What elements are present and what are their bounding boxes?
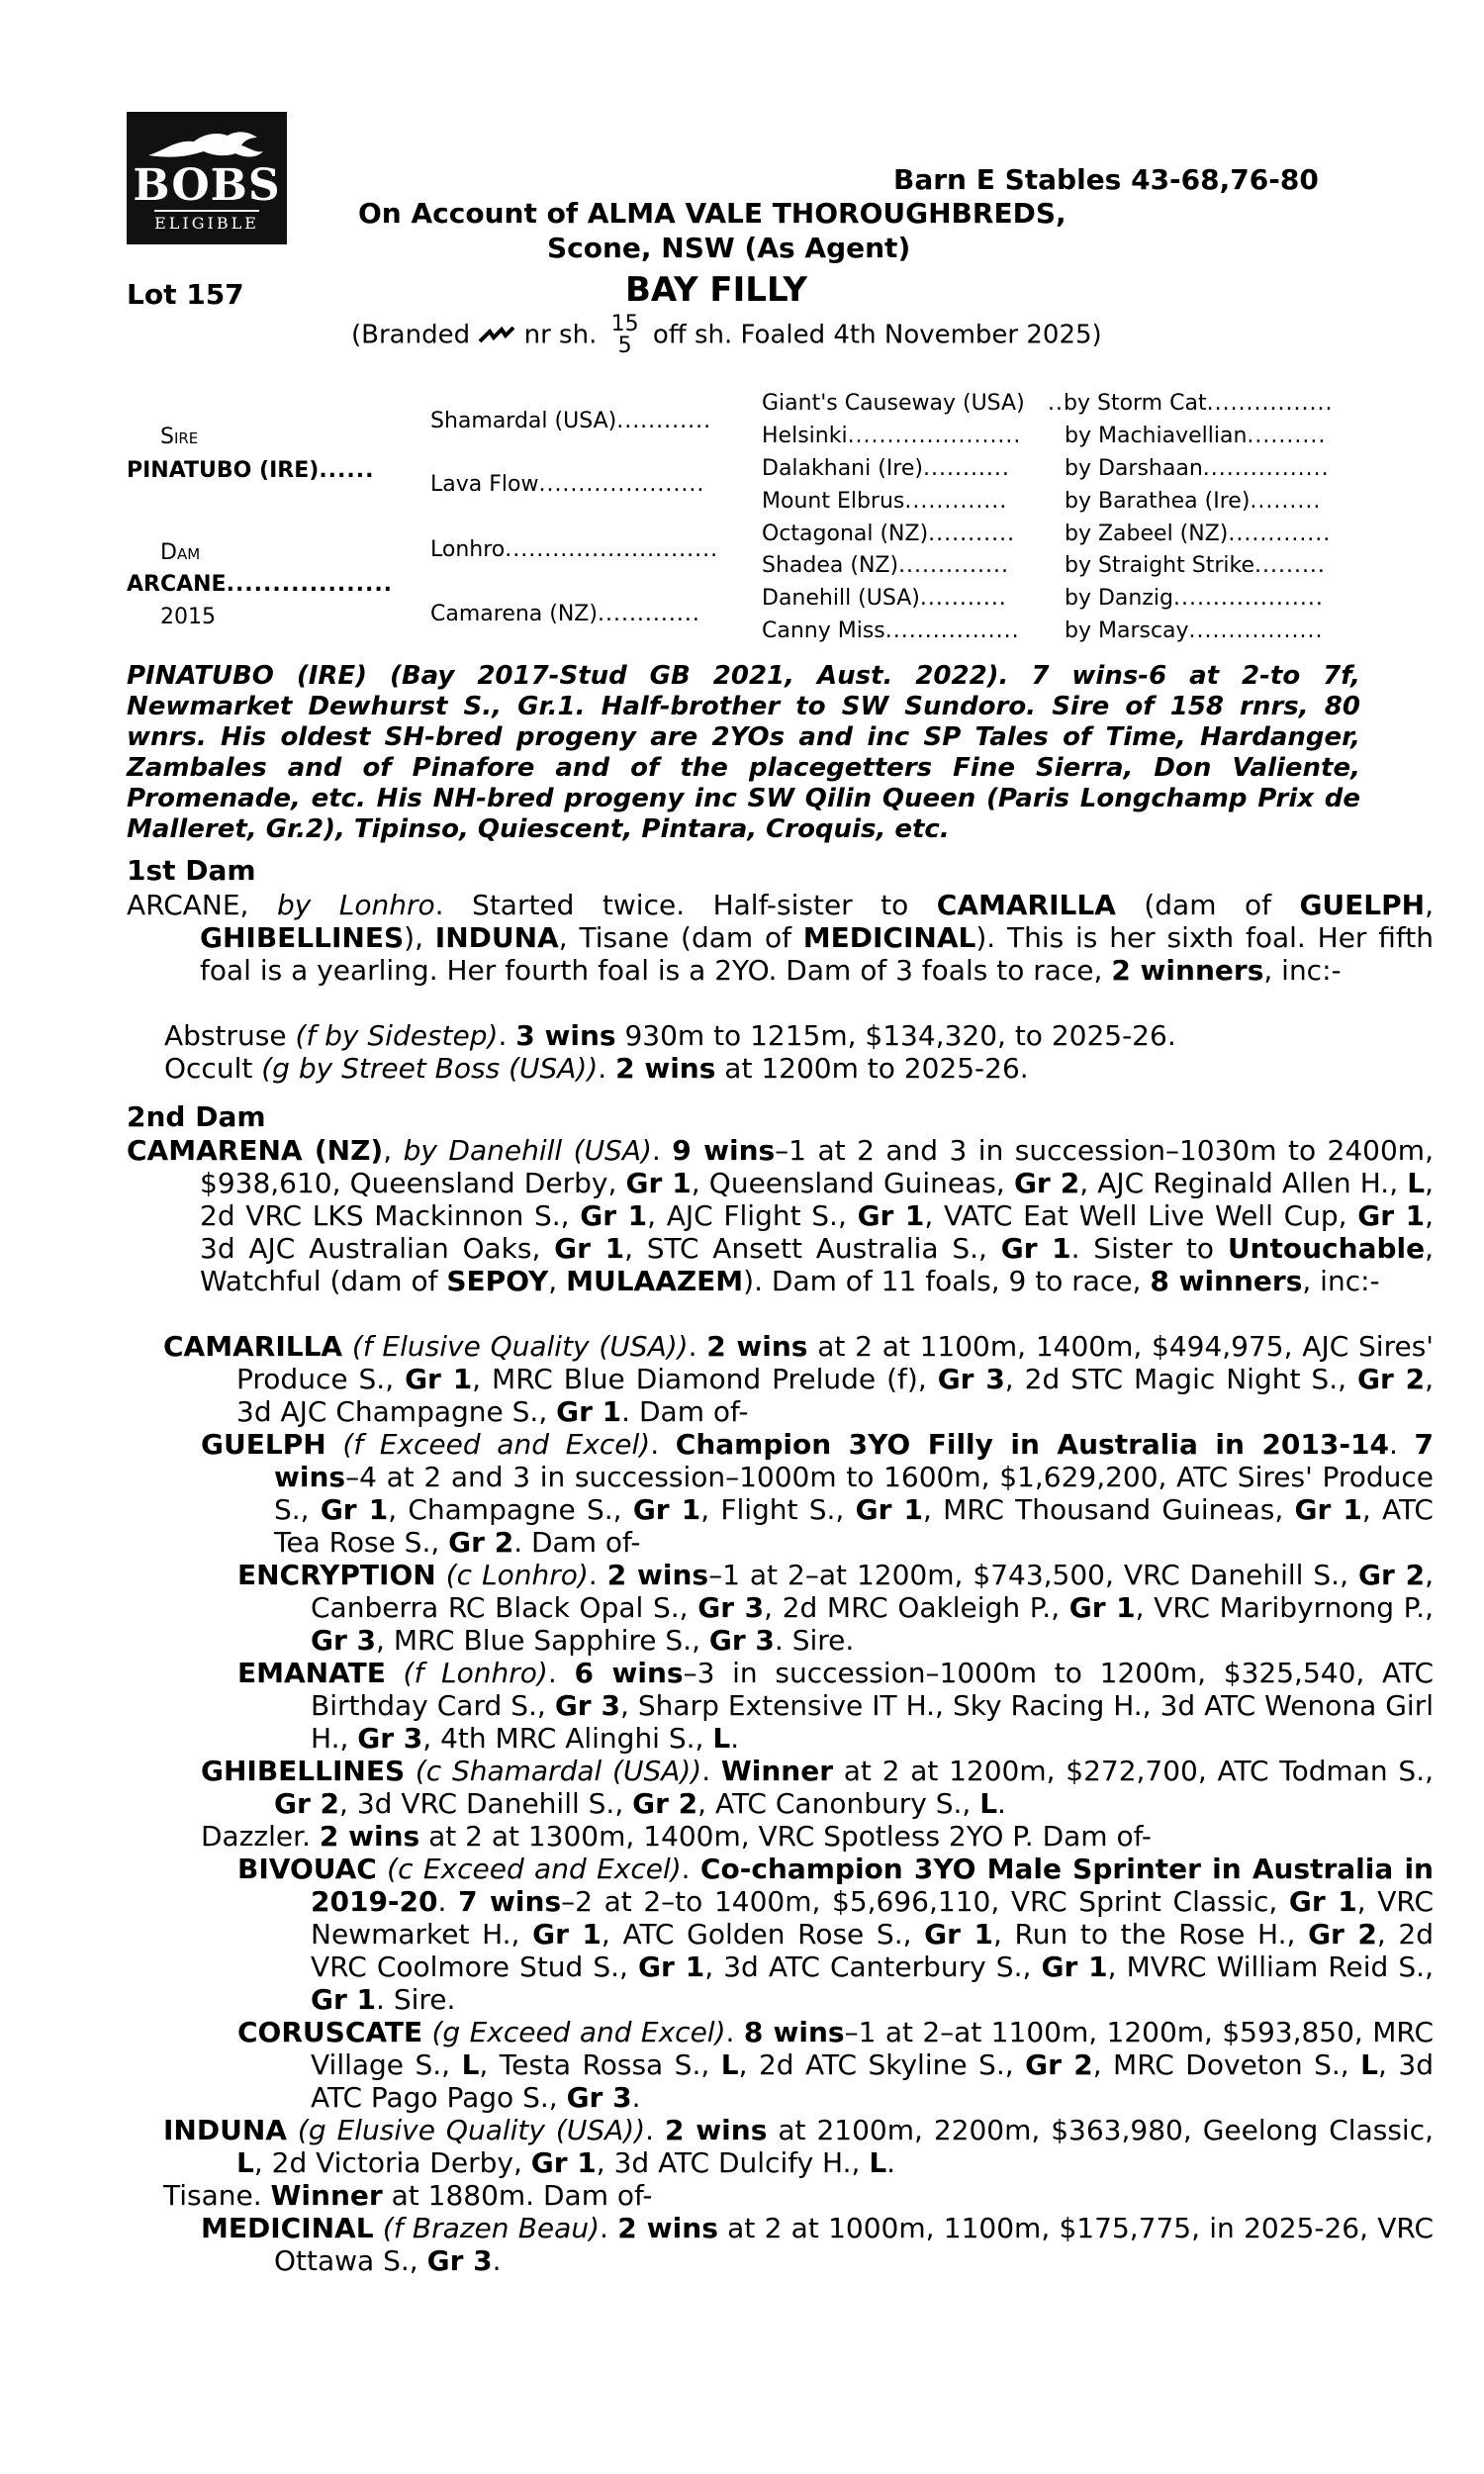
brand-number-top: 15 xyxy=(610,312,639,336)
t: L xyxy=(869,2146,887,2179)
great-grandparent-2-text: Helsinki xyxy=(762,424,848,448)
first-dam-heading: 1st Dam xyxy=(127,854,256,887)
t: , ATC Tea Rose S., xyxy=(274,1493,1434,1559)
great-grandparent-5-text: Octagonal (NZ) xyxy=(762,522,929,546)
t: 3 wins xyxy=(515,1019,616,1052)
t: 930m to 1215m, $134,320, to 2025-26. xyxy=(615,1019,1176,1052)
t: , 2d VRC Coolmore Stud S., xyxy=(311,1918,1434,1983)
t: at 2 at 1000m, 1100m, $175,775, in 2025-26, VRC Ottawa S., xyxy=(274,2212,1435,2277)
t: (c Exceed and Excel) xyxy=(376,1853,682,1885)
t: Gr 1 xyxy=(554,1232,625,1265)
great-grandparent-8: Canny Miss................. xyxy=(762,618,1020,643)
t: –4 at 2 and 3 in succession–1000m to 1600m, $1,629,200, ATC Sires' Produce S., xyxy=(274,1461,1434,1526)
t: Gr 2 xyxy=(1025,2048,1093,2081)
bobs-eligible-logo xyxy=(127,112,287,244)
t: –1 at 2 and 3 in succession–1030m to 2400m, $938,610, Queensland Derby, xyxy=(200,1134,1434,1199)
brand-suffix: off sh. Foaled 4th November 2025) xyxy=(652,320,1102,350)
t: Champion 3YO Filly in Australia in 2013-14 xyxy=(675,1428,1389,1461)
t: Gr 1 xyxy=(405,1363,473,1395)
t: , MRC Blue Sapphire S., xyxy=(376,1624,709,1657)
t: CAMARILLA xyxy=(163,1330,343,1363)
t: Gr 1 xyxy=(580,1199,648,1232)
by-line-7: by Danzig................... xyxy=(1065,586,1324,611)
great-grandparent-6: Shadea (NZ).............. xyxy=(762,553,1009,578)
t: . xyxy=(730,1722,740,1755)
t: 7 wins xyxy=(458,1885,562,1918)
t: (dam of xyxy=(1115,889,1300,921)
progeny-guelph xyxy=(201,1428,1434,1559)
t: , 3d AJC Australian Oaks, xyxy=(200,1199,1435,1265)
t: Gr 1 xyxy=(1294,1493,1362,1526)
grandsire-3-text: Lonhro xyxy=(430,537,506,562)
t: , inc:- xyxy=(1302,1265,1380,1297)
t: Gr 1 xyxy=(1041,1951,1108,1983)
t: Dazzler. xyxy=(201,1820,320,1853)
t: , 3d AJC Champagne S., xyxy=(236,1363,1434,1428)
by-line-2-text: by Machiavellian xyxy=(1065,424,1248,448)
t: , MRC Blue Diamond Prelude (f), xyxy=(472,1363,938,1395)
by-line-5-text: by Zabeel (NZ) xyxy=(1065,522,1229,546)
t: 2 wins xyxy=(615,1052,716,1085)
sire-notes: PINATUBO (IRE) (Bay 2017-Stud GB 2021, Aust. 2022). 7 wins-6 at 2-to 7f, Newmarket Dewhurst S., Gr.1. Half-brother to SW Sundoro. Sire of 158 rnrs, 80 wnrs. His oldest SH-bred progeny are 2YOs and inc SP Tales of Time, Hardanger, Zambales and of Pinafore and of the placegetters Fine Sierra, Don Valiente, Promenade, etc. His NH-bred progeny inc SW Qilin Queen (Paris Longchamp Prix de Malleret, Gr.2), Tipinso, Quiescent, Pintara, Croquis, etc. xyxy=(127,661,1360,844)
second-dam-heading: 2nd Dam xyxy=(127,1100,266,1133)
sire-name: PINATUBO (IRE)...... xyxy=(127,458,375,483)
t: , 3d ATC Dulcify H., xyxy=(596,2146,870,2179)
grandsire-1: Shamardal (USA)............ xyxy=(430,409,712,433)
by-line-2: by Machiavellian.......... xyxy=(1065,424,1327,448)
t: Gr 2 xyxy=(1357,1559,1426,1591)
t: . xyxy=(651,1134,673,1167)
t: . xyxy=(631,2081,641,2114)
t: Gr 1 xyxy=(638,1951,705,1983)
t: (g Elusive Quality (USA)) xyxy=(286,2114,646,2146)
t: BIVOUAC xyxy=(237,1853,377,1885)
great-grandparent-2: Helsinki...................... xyxy=(762,424,1022,448)
t: Gr 2 xyxy=(274,1787,340,1820)
lot-number: Lot 157 xyxy=(127,278,244,311)
t: , Run to the Rose H., xyxy=(992,1918,1309,1951)
t: 7 wins xyxy=(274,1428,1434,1493)
t: Gr 1 xyxy=(1357,1199,1426,1232)
t: MEDICINAL xyxy=(201,2212,374,2244)
t: Gr 1 xyxy=(625,1167,692,1199)
t: Gr 3 xyxy=(554,1689,620,1722)
t: Gr 3 xyxy=(937,1363,1005,1395)
great-grandparent-4: Mount Elbrus............. xyxy=(762,489,1008,514)
t: , MRC Doveton S., xyxy=(1092,2048,1361,2081)
t: INDUNA xyxy=(434,921,559,954)
t: , Canberra RC Black Opal S., xyxy=(311,1559,1435,1624)
t: CAMARILLA xyxy=(936,889,1116,921)
sire-label: Sire xyxy=(160,425,199,449)
great-grandparent-7-text: Danehill (USA) xyxy=(762,586,920,611)
t: 2 wins xyxy=(665,2114,768,2146)
t: , 2d MRC Oakleigh P., xyxy=(764,1591,1069,1624)
t: , inc:- xyxy=(1263,954,1342,987)
t: , Queensland Guineas, xyxy=(691,1167,1014,1199)
logo-text: BOBS xyxy=(133,160,281,211)
by-line-3-text: by Darshaan xyxy=(1065,456,1203,481)
t: SEPOY xyxy=(446,1265,549,1297)
t: ARCANE, xyxy=(127,889,277,921)
t: ), xyxy=(404,921,435,954)
brand-mark-icon xyxy=(478,326,515,345)
by-line-8: by Marscay................. xyxy=(1065,618,1324,643)
t: INDUNA xyxy=(163,2114,287,2146)
t: . xyxy=(498,1019,516,1052)
t: MEDICINAL xyxy=(802,921,976,954)
t: L xyxy=(461,2048,480,2081)
t: . Started twice. Half-sister to xyxy=(434,889,937,921)
t: by Lonhro xyxy=(276,889,435,921)
t: Gr 3 xyxy=(311,1624,377,1657)
dam-name-text: ARCANE xyxy=(127,572,227,597)
t: 2 wins xyxy=(606,1559,709,1591)
by-line-5: by Zabeel (NZ)............. xyxy=(1065,522,1332,546)
t: ENCRYPTION xyxy=(237,1559,436,1591)
t: 2 wins xyxy=(617,2212,718,2244)
t: . xyxy=(1388,1428,1415,1461)
t: Gr 1 xyxy=(532,1918,602,1951)
t: L xyxy=(1360,2048,1379,2081)
t: Co-champion 3YO Male Sprinter in Australia in 2019-20 xyxy=(311,1853,1434,1918)
t: Gr 1 xyxy=(1068,1591,1136,1624)
second-dam-entry xyxy=(127,1134,1434,1297)
t: . Sister to xyxy=(1070,1232,1228,1265)
t: GHIBELLINES xyxy=(200,921,405,954)
sire-name-text: PINATUBO (IRE) xyxy=(127,458,320,483)
t: CAMARENA (NZ) xyxy=(127,1134,384,1167)
progeny-induna xyxy=(163,2114,1434,2179)
t: L xyxy=(979,1787,998,1820)
progeny-occult xyxy=(127,1052,1398,1085)
t: 9 wins xyxy=(672,1134,776,1167)
t: at 1200m to 2025-26. xyxy=(715,1052,1029,1085)
progeny-medicinal xyxy=(201,2212,1434,2277)
t: Gr 1 xyxy=(530,2146,597,2179)
t: Untouchable xyxy=(1227,1232,1426,1265)
t: (f by Sidestep) xyxy=(295,1019,499,1052)
t: , Tisane (dam of xyxy=(558,921,803,954)
t: . xyxy=(701,1755,721,1787)
great-grandparent-3-text: Dalakhani (Ire) xyxy=(762,456,923,481)
great-grandparent-3: Dalakhani (Ire)........... xyxy=(762,456,1010,481)
vendor-account: On Account of ALMA VALE THOROUGHBREDS, xyxy=(358,197,1067,230)
t: , AJC Flight S., xyxy=(647,1199,858,1232)
t: CORUSCATE xyxy=(237,2016,423,2048)
t: at 1880m. Dam of- xyxy=(382,2179,653,2212)
t: Occult xyxy=(164,1052,262,1085)
t: Gr 3 xyxy=(697,1591,765,1624)
t: 8 winners xyxy=(1150,1265,1303,1297)
t: . Dam of- xyxy=(513,1526,641,1559)
progeny-ghibellines xyxy=(201,1755,1434,1820)
brand-number xyxy=(611,314,639,357)
first-dam-entry xyxy=(127,889,1434,987)
t: . xyxy=(997,1787,1006,1820)
grandsire-1-text: Shamardal (USA) xyxy=(430,409,617,433)
t: . xyxy=(492,2244,502,2277)
great-grandparent-8-text: Canny Miss xyxy=(762,618,885,643)
t: , Flight S., xyxy=(700,1493,856,1526)
t: , 3d ATC Canterbury S., xyxy=(704,1951,1042,1983)
t: , ATC Golden Rose S., xyxy=(601,1918,925,1951)
t: Winner xyxy=(720,1755,834,1787)
t: Gr 2 xyxy=(1308,1918,1377,1951)
progeny-bivouac xyxy=(237,1853,1434,2016)
t: , MVRC William Reid S., xyxy=(1107,1951,1434,1983)
progeny-camarilla xyxy=(163,1330,1434,1428)
t: Gr 2 xyxy=(632,1787,698,1820)
t: (f Elusive Quality (USA)) xyxy=(342,1330,689,1363)
t: , 2d Victoria Derby, xyxy=(253,2146,531,2179)
t: . Sire. xyxy=(376,1983,456,2016)
t: Gr 3 xyxy=(708,1624,775,1657)
t: Gr 1 xyxy=(1288,1885,1357,1918)
by-line-1: ..by Storm Cat................ xyxy=(1048,391,1334,416)
t: 8 wins xyxy=(743,2016,845,2048)
t: . xyxy=(645,2114,665,2146)
t: , Watchful (dam of xyxy=(200,1232,1434,1297)
t: Abstruse xyxy=(164,1019,296,1052)
by-line-6-text: by Straight Strike xyxy=(1065,553,1254,578)
progeny-abstruse xyxy=(127,1019,1398,1052)
lot-title: BAY FILLY xyxy=(625,270,807,310)
t: . xyxy=(547,1657,575,1689)
t: , xyxy=(548,1265,567,1297)
grandsire-4: Camarena (NZ)............. xyxy=(430,602,700,626)
t: 2 winners xyxy=(1111,954,1264,987)
t: (c Shamardal (USA)) xyxy=(405,1755,702,1787)
stables-location: Barn E Stables 43-68,76-80 xyxy=(893,163,1319,196)
t: . xyxy=(725,2016,744,2048)
t: , 3d ATC Pago Pago S., xyxy=(311,2048,1434,2114)
t: L xyxy=(720,2048,739,2081)
great-grandparent-1: Giant's Causeway (USA) xyxy=(762,391,1025,416)
t: , 2d ATC Skyline S., xyxy=(738,2048,1026,2081)
t: Gr 1 xyxy=(857,1199,925,1232)
t: , 2d VRC LKS Mackinnon S., xyxy=(200,1167,1434,1232)
brand-near-side: nr sh. xyxy=(523,320,598,350)
t: Gr 1 xyxy=(632,1493,701,1526)
t: ). Dam of 11 foals, 9 to race, xyxy=(743,1265,1151,1297)
t: . Dam of- xyxy=(621,1395,749,1428)
t: Gr 2 xyxy=(1013,1167,1080,1199)
by-line-4-text: by Barathea (Ire) xyxy=(1065,489,1251,514)
by-line-6: by Straight Strike......... xyxy=(1065,553,1326,578)
t: Gr 3 xyxy=(357,1722,423,1755)
t: , VRC Newmarket H., xyxy=(311,1885,1435,1951)
t: . xyxy=(588,1559,607,1591)
t: , Testa Rossa S., xyxy=(479,2048,721,2081)
t: by Danehill (USA) xyxy=(403,1134,652,1167)
dam-name: ARCANE.................. xyxy=(127,572,394,597)
t: , Sharp Extensive IT H., Sky Racing H., 3d ATC Wenona Girl H., xyxy=(311,1689,1435,1755)
t: Gr 2 xyxy=(1356,1363,1426,1395)
t: at 2 at 1300m, 1400m, VRC Spotless 2YO P. Dam of- xyxy=(419,1820,1153,1853)
great-grandparent-4-text: Mount Elbrus xyxy=(762,489,905,514)
t: . xyxy=(688,1330,707,1363)
grandsire-2-text: Lava Flow xyxy=(430,472,539,497)
t: , STC Ansett Australia S., xyxy=(624,1232,1001,1265)
t: L xyxy=(1407,1167,1426,1199)
dam-label: Dam xyxy=(160,540,201,565)
t: Gr 3 xyxy=(426,2244,493,2277)
t: at 2 at 1100m, 1400m, $494,975, AJC Sires' Produce S., xyxy=(236,1330,1434,1395)
t: , xyxy=(383,1134,404,1167)
t: 6 wins xyxy=(574,1657,684,1689)
t: –1 at 2–at 1200m, $743,500, VRC Danehill S., xyxy=(708,1559,1358,1591)
t: , AJC Reginald Allen H., xyxy=(1079,1167,1408,1199)
t: Tisane. xyxy=(163,2179,271,2212)
brand-prefix: (Branded xyxy=(351,320,471,350)
t: (f Lonhro) xyxy=(385,1657,548,1689)
t: Gr 1 xyxy=(924,1918,993,1951)
brand-info xyxy=(351,314,1102,357)
t: Gr 1 xyxy=(320,1493,389,1526)
t: . xyxy=(600,2212,618,2244)
t: Gr 2 xyxy=(448,1526,514,1559)
t: , 2d STC Magic Night S., xyxy=(1004,1363,1357,1395)
great-grandparent-6-text: Shadea (NZ) xyxy=(762,553,899,578)
t: . xyxy=(598,1052,616,1085)
t: . Sire. xyxy=(774,1624,855,1657)
t: 2 wins xyxy=(319,1820,420,1853)
t: ). This is her sixth foal. Her fifth foal is a yearling. Her fourth foal is a 2YO. Dam of 3 foals to race, xyxy=(200,921,1434,987)
progeny-tisane xyxy=(163,2179,1360,2212)
t: (c Lonhro) xyxy=(435,1559,589,1591)
t: , MRC Thousand Guineas, xyxy=(922,1493,1295,1526)
t: 2 wins xyxy=(706,1330,808,1363)
t: . xyxy=(437,1885,459,1918)
t: (f Brazen Beau) xyxy=(373,2212,600,2244)
by-line-1-text: by Storm Cat xyxy=(1064,391,1207,416)
t: MULAAZEM xyxy=(566,1265,744,1297)
t: Gr 1 xyxy=(1000,1232,1071,1265)
t: Gr 3 xyxy=(566,2081,632,2114)
grandsire-2: Lava Flow..................... xyxy=(430,472,705,497)
grandsire-3: Lonhro........................... xyxy=(430,537,719,562)
progeny-dazzler xyxy=(201,1820,1360,1853)
t: EMANATE xyxy=(237,1657,386,1689)
t: (g by Street Boss (USA)) xyxy=(261,1052,599,1085)
great-grandparent-7: Danehill (USA)........... xyxy=(762,586,1007,611)
t: , Champagne S., xyxy=(388,1493,633,1526)
t: Gr 1 xyxy=(311,1983,377,2016)
t: (f Exceed and Excel) xyxy=(325,1428,651,1461)
t: , VATC Eat Well Live Well Cup, xyxy=(924,1199,1358,1232)
t: GHIBELLINES xyxy=(201,1755,406,1787)
t: –3 in succession–1000m to 1200m, $325,540, ATC Birthday Card S., xyxy=(311,1657,1435,1722)
racehorse-icon xyxy=(146,126,267,165)
t: Winner xyxy=(270,2179,383,2212)
vendor-location: Scone, NSW (As Agent) xyxy=(547,232,911,264)
grandsire-4-text: Camarena (NZ) xyxy=(430,602,598,626)
progeny-encryption xyxy=(237,1559,1434,1657)
t: , 3d VRC Danehill S., xyxy=(339,1787,633,1820)
t: Gr 1 xyxy=(855,1493,923,1526)
t: , 4th MRC Alinghi S., xyxy=(422,1722,713,1755)
t: . xyxy=(650,1428,676,1461)
progeny-emanate xyxy=(237,1657,1434,1755)
t: L xyxy=(236,2146,254,2179)
t: , xyxy=(1425,889,1435,921)
t: L xyxy=(712,1722,731,1755)
t: at 2100m, 2200m, $363,980, Geelong Classic, xyxy=(767,2114,1434,2146)
t: . xyxy=(886,2146,896,2179)
t: . xyxy=(681,1853,700,1885)
t: at 2 at 1200m, $272,700, ATC Todman S., xyxy=(833,1755,1434,1787)
t: (g Exceed and Excel) xyxy=(422,2016,726,2048)
logo-subtext: ELIGIBLE xyxy=(154,210,259,233)
brand-number-bottom: 5 xyxy=(617,333,632,358)
great-grandparent-5: Octagonal (NZ)........... xyxy=(762,522,1016,546)
t: –1 at 2–at 1100m, 1200m, $593,850, MRC Village S., xyxy=(311,2016,1434,2081)
t: GUELPH xyxy=(201,1428,326,1461)
dam-year: 2015 xyxy=(160,605,216,629)
t: , ATC Canonbury S., xyxy=(697,1787,980,1820)
by-line-3: by Darshaan................ xyxy=(1065,456,1330,481)
t: Gr 1 xyxy=(556,1395,622,1428)
t: , VRC Maribyrnong P., xyxy=(1135,1591,1434,1624)
by-line-8-text: by Marscay xyxy=(1065,618,1189,643)
t: –2 at 2–to 1400m, $5,696,110, VRC Sprint Classic, xyxy=(561,1885,1289,1918)
t: GUELPH xyxy=(1299,889,1426,921)
progeny-coruscate xyxy=(237,2016,1434,2114)
by-line-4: by Barathea (Ire)......... xyxy=(1065,489,1322,514)
by-line-7-text: by Danzig xyxy=(1065,586,1173,611)
